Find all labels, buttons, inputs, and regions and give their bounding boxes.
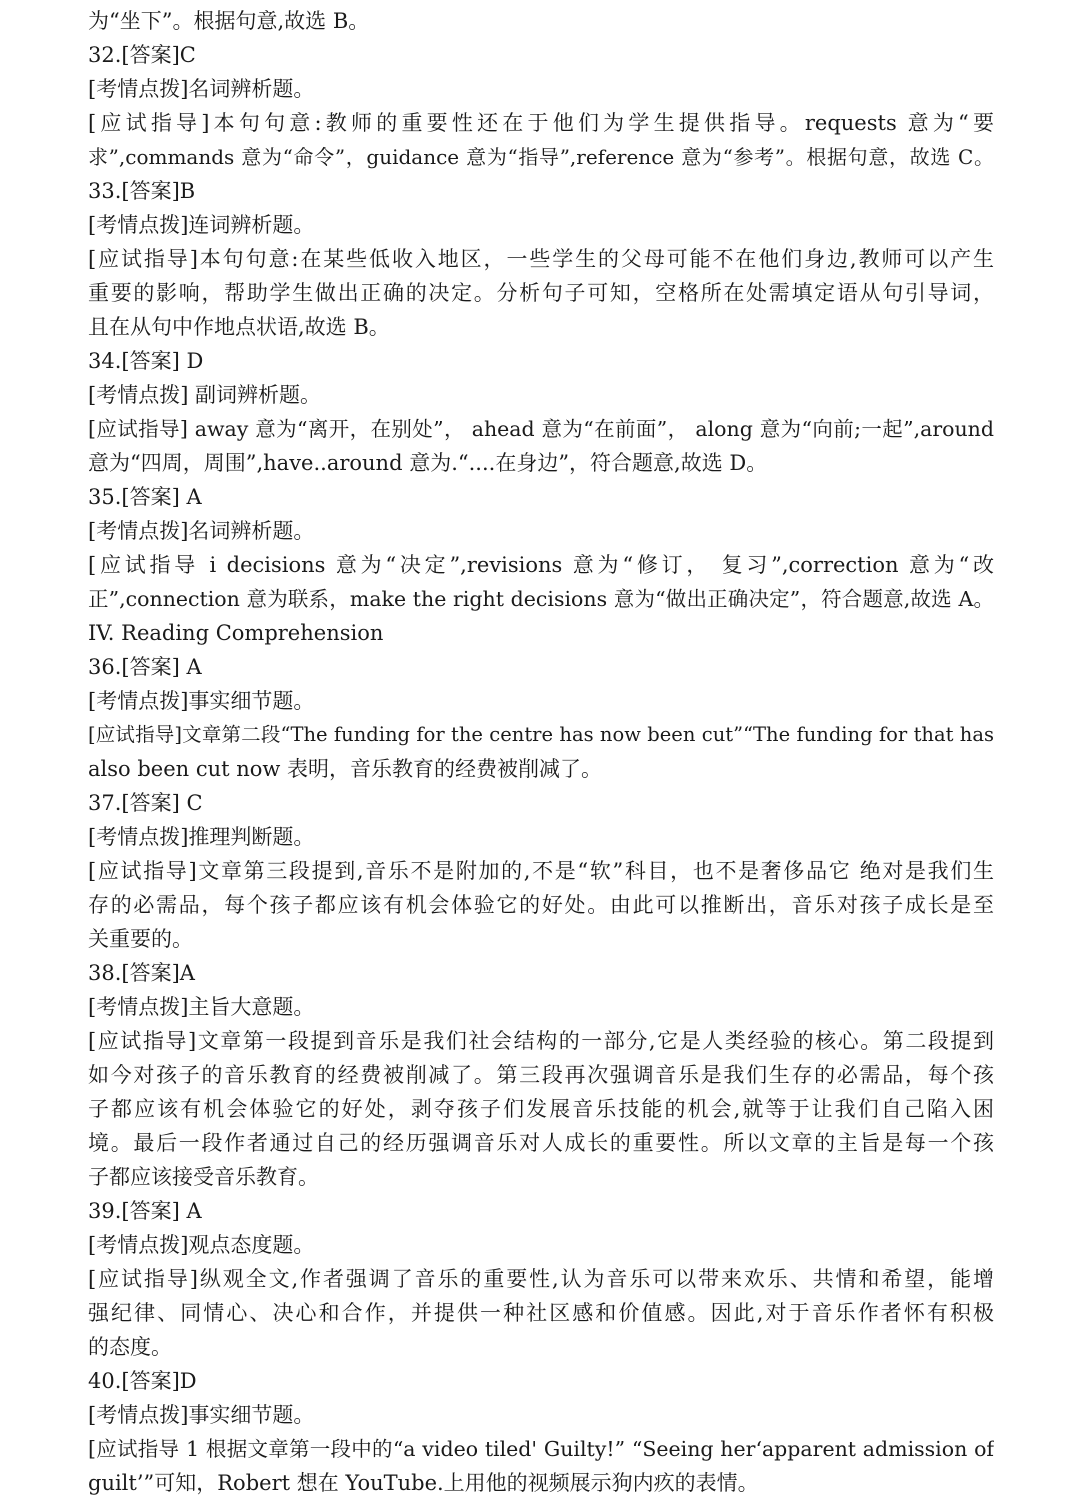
text-line: 如今对孩子的音乐教育的经费被削减了。第三段再次强调音乐是我们生存的必需品，每个孩 <box>88 1063 994 1087</box>
answer-35: 35.[答案] A <box>88 485 202 509</box>
answer-34: 34.[答案] D <box>88 349 204 373</box>
text-line: [考情点拨]推理判断题。 <box>88 825 315 849</box>
text-line: 重要的影响，帮助学生做出正确的决定。分析句子可知，空格所在处需填定语从句引导词， <box>88 281 994 305</box>
text-line: [应试指导 i decisions 意为“决定”,revisions 意为“修订， 复习”,correction 意为“改 <box>88 553 994 577</box>
text-line: [应试指导]文章第三段提到,音乐不是附加的,不是“软”科目，也不是奢侈品它 绝对是我们生 <box>88 859 994 883</box>
answer-36: 36.[答案] A <box>88 655 202 679</box>
answer-32: 32.[答案]C <box>88 43 196 67</box>
answer-37: 37.[答案] C <box>88 791 203 815</box>
text-line: [考情点拨]连词辨析题。 <box>88 213 315 237</box>
text-line: [考情点拨]主旨大意题。 <box>88 995 315 1019</box>
answer-40: 40.[答案]D <box>88 1369 197 1393</box>
text-line: [应试指导 1 根据文章第一段中的“a video tiled' Guilty!” “Seeing her‘apparent admission of <box>88 1437 994 1461</box>
text-line: [考情点拨]事实细节题。 <box>88 689 315 713</box>
text-line: [应试指导] away 意为“离开，在别处”， ahead 意为“在前面”， along 意为“向前;一起”,around <box>88 417 994 441</box>
text-line: [应试指导]文章第一段提到音乐是我们社会结构的一部分,它是人类经验的核心。第二段提到 <box>88 1029 994 1053</box>
text-line: 求”,commands 意为“命令”，guidance 意为“指导”,reference 意为“参考”。根据句意，故选 C。 <box>88 145 994 169</box>
answer-39: 39.[答案] A <box>88 1199 202 1223</box>
text-line: [考情点拨] 副词辨析题。 <box>88 383 322 407</box>
text-line: [应试指导]纵观全文,作者强调了音乐的重要性,认为音乐可以带来欢乐、共情和希望，能增 <box>88 1267 994 1291</box>
text-line: 正”,connection 意为联系，make the right decisions 意为“做出正确决定”，符合题意,故选 A。 <box>88 587 994 611</box>
text-line: 存的必需品，每个孩子都应该有机会体验它的好处。由此可以推断出，音乐对孩子成长是至 <box>88 893 994 917</box>
text-line: guilt’”可知，Robert 想在 YouTube.上用他的视频展示狗内疚的表情。 <box>88 1471 759 1495</box>
text-line: [应试指导]文章第二段“The funding for the centre has now been cut”“The funding for that has <box>88 723 994 746</box>
answer-38: 38.[答案]A <box>88 961 195 985</box>
text-line: 意为“四周，周围”,have..around 意为.“....在身边”，符合题意,故选 D。 <box>88 451 768 475</box>
text-line: 为“坐下”。根据句意,故选 B。 <box>88 9 370 33</box>
text-line: 关重要的。 <box>88 927 193 951</box>
text-line: also been cut now 表明，音乐教育的经费被削减了。 <box>88 757 603 781</box>
text-line: [应试指导]本句句意:教师的重要性还在于他们为学生提供指导。requests 意为“要 <box>88 111 994 135</box>
text-line: [应试指导]本句句意:在某些低收入地区，一些学生的父母可能不在他们身边,教师可以产生 <box>88 247 994 271</box>
text-line: [考情点拨]名词辨析题。 <box>88 519 315 543</box>
text-line: 且在从句中作地点状语,故选 B。 <box>88 315 390 339</box>
text-line: 子都应该接受音乐教育。 <box>88 1165 319 1189</box>
answer-33: 33.[答案]B <box>88 179 196 203</box>
text-line: 境。最后一段作者通过自己的经历强调音乐对人成长的重要性。所以文章的主旨是每一个孩 <box>88 1131 994 1155</box>
text-line: 的态度。 <box>88 1335 172 1359</box>
text-line: [考情点拨]观点态度题。 <box>88 1233 315 1257</box>
text-line: 子都应该有机会体验它的好处，剥夺孩子们发展音乐技能的机会,就等于让我们自己陷入困 <box>88 1097 994 1121</box>
section-heading: IV. Reading Comprehension <box>88 621 384 645</box>
text-line: 强纪律、同情心、决心和合作，并提供一种社区感和价值感。因此,对于音乐作者怀有积极 <box>88 1301 994 1325</box>
text-line: [考情点拨]名词辨析题。 <box>88 77 315 101</box>
text-line: [考情点拨]事实细节题。 <box>88 1403 315 1427</box>
